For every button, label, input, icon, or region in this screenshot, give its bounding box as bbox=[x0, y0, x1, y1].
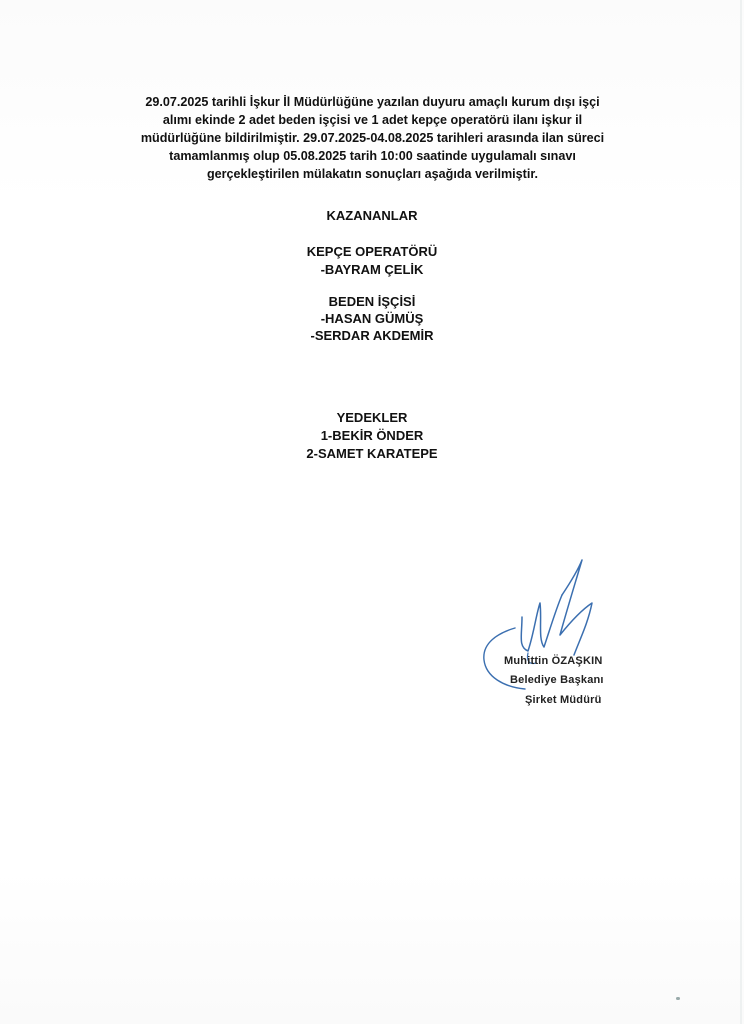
winners-heading: KAZANANLAR bbox=[326, 208, 418, 223]
scan-speck bbox=[676, 997, 680, 1000]
signatory-title: Belediye Başkanı bbox=[510, 674, 604, 686]
group-title-beden: BEDEN İŞÇİSİ bbox=[328, 294, 416, 309]
reserve-name: 2-SAMET KARATEPE bbox=[306, 446, 438, 461]
intro-line: gerçekleştirilen mülakatın sonuçları aşağıda verilmiştir. bbox=[206, 167, 539, 181]
intro-line: alımı ekinde 2 adet beden işçisi ve 1 adet kepçe operatörü ilanı işkur il bbox=[162, 113, 583, 127]
reserves-heading: YEDEKLER bbox=[336, 410, 408, 425]
reserve-name: 1-BEKİR ÖNDER bbox=[320, 428, 424, 443]
signature-block bbox=[470, 555, 670, 725]
group-title-kepce: KEPÇE OPERATÖRÜ bbox=[306, 244, 438, 259]
intro-line: 29.07.2025 tarihli İşkur İl Müdürlüğüne yazılan duyuru amaçlı kurum dışı işçi bbox=[145, 95, 600, 109]
intro-line: müdürlüğüne bildirilmiştir. 29.07.2025-04.08.2025 tarihleri arasında ilan süreci bbox=[140, 131, 605, 145]
page-edge bbox=[740, 0, 742, 1024]
intro-line: tamamlanmış olup 05.08.2025 tarih 10:00 saatinde uygulamalı sınavı bbox=[169, 149, 576, 163]
winner-name: -SERDAR AKDEMİR bbox=[310, 328, 434, 343]
signatory-role: Şirket Müdürü bbox=[525, 694, 602, 706]
intro-paragraph bbox=[80, 93, 665, 183]
signatory-name: Muhittin ÖZAŞKIN bbox=[504, 655, 603, 667]
winner-name: -HASAN GÜMÜŞ bbox=[320, 311, 424, 326]
winner-name: -BAYRAM ÇELİK bbox=[320, 262, 424, 277]
